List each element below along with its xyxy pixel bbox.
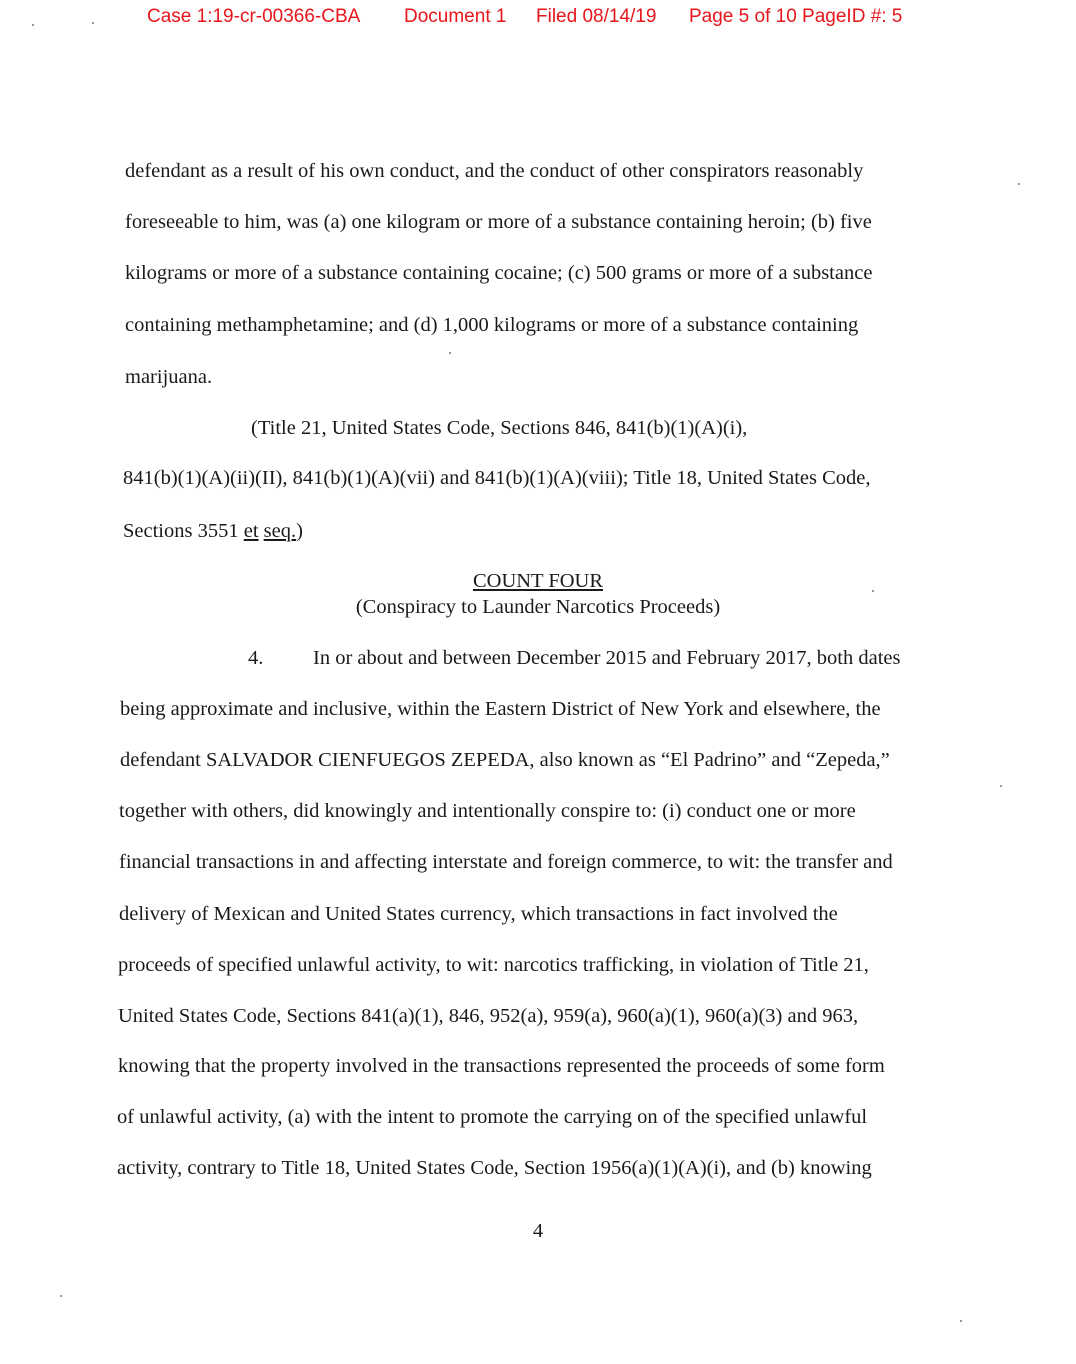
citation-close: ) [296, 520, 303, 542]
body-line: together with others, did knowingly and intentionally conspire to: (i) conduct one or more [119, 800, 856, 822]
body-line: defendant as a result of his own conduct, and the conduct of other conspirators reasonably [125, 160, 864, 182]
scan-speck [32, 24, 34, 26]
header-filed-date: Filed 08/14/19 [536, 6, 657, 27]
citation-sections: Sections 3551 [123, 520, 239, 542]
body-line: activity, contrary to Title 18, United States Code, Section 1956(a)(1)(A)(i), and (b) knowing [117, 1157, 872, 1179]
count-subtitle: (Conspiracy to Launder Narcotics Proceeds) [355, 596, 721, 618]
scan-speck [60, 1295, 62, 1297]
paragraph-number: 4. [248, 647, 264, 669]
scan-speck [872, 590, 874, 592]
body-line: In or about and between December 2015 and February 2017, both dates [313, 647, 901, 669]
citation-et: et [243, 520, 259, 542]
header-case-number: Case 1:19-cr-00366-CBA [147, 6, 361, 27]
body-line: proceeds of specified unlawful activity, to wit: narcotics trafficking, in violation of Title 21, [118, 954, 869, 976]
citation-line: 841(b)(1)(A)(ii)(II), 841(b)(1)(A)(vii) and 841(b)(1)(A)(viii); Title 18, United States Code, [123, 467, 871, 489]
header-document: Document 1 [404, 6, 507, 27]
scan-speck [960, 1320, 962, 1322]
scan-speck [92, 22, 94, 24]
body-line: financial transactions in and affecting interstate and foreign commerce, to wit: the transfer and [119, 851, 893, 873]
body-line: United States Code, Sections 841(a)(1), 846, 952(a), 959(a), 960(a)(1), 960(a)(3) and 963, [118, 1005, 859, 1027]
scan-speck [449, 352, 451, 354]
body-line: delivery of Mexican and United States currency, which transactions in fact involved the [119, 903, 838, 925]
body-line: knowing that the property involved in the transactions represented the proceeds of some form [118, 1055, 885, 1077]
body-line: kilograms or more of a substance containing cocaine; (c) 500 grams or more of a substance [125, 262, 873, 284]
scan-speck [1000, 785, 1002, 787]
citation-seq: seq. [263, 520, 297, 542]
page-number: 4 [532, 1220, 544, 1242]
body-line: foreseeable to him, was (a) one kilogram or more of a substance containing heroin; (b) five [125, 211, 872, 233]
header-page-id: Page 5 of 10 PageID #: 5 [689, 6, 903, 27]
count-title: COUNT FOUR [472, 570, 604, 592]
count-heading [0, 571, 1076, 592]
body-line: of unlawful activity, (a) with the intent to promote the carrying on of the specified unlawful [117, 1106, 868, 1128]
citation-line: (Title 21, United States Code, Sections 846, 841(b)(1)(A)(i), [251, 417, 748, 439]
body-line: defendant SALVADOR CIENFUEGOS ZEPEDA, also known as “El Padrino” and “Zepeda,” [120, 749, 890, 771]
scan-speck [1018, 183, 1020, 185]
body-line: being approximate and inclusive, within the Eastern District of New York and elsewhere, the [120, 698, 881, 720]
citation-line-last [123, 521, 303, 542]
body-line: marijuana. [125, 366, 213, 388]
body-line: containing methamphetamine; and (d) 1,000 kilograms or more of a substance containing [125, 314, 859, 336]
